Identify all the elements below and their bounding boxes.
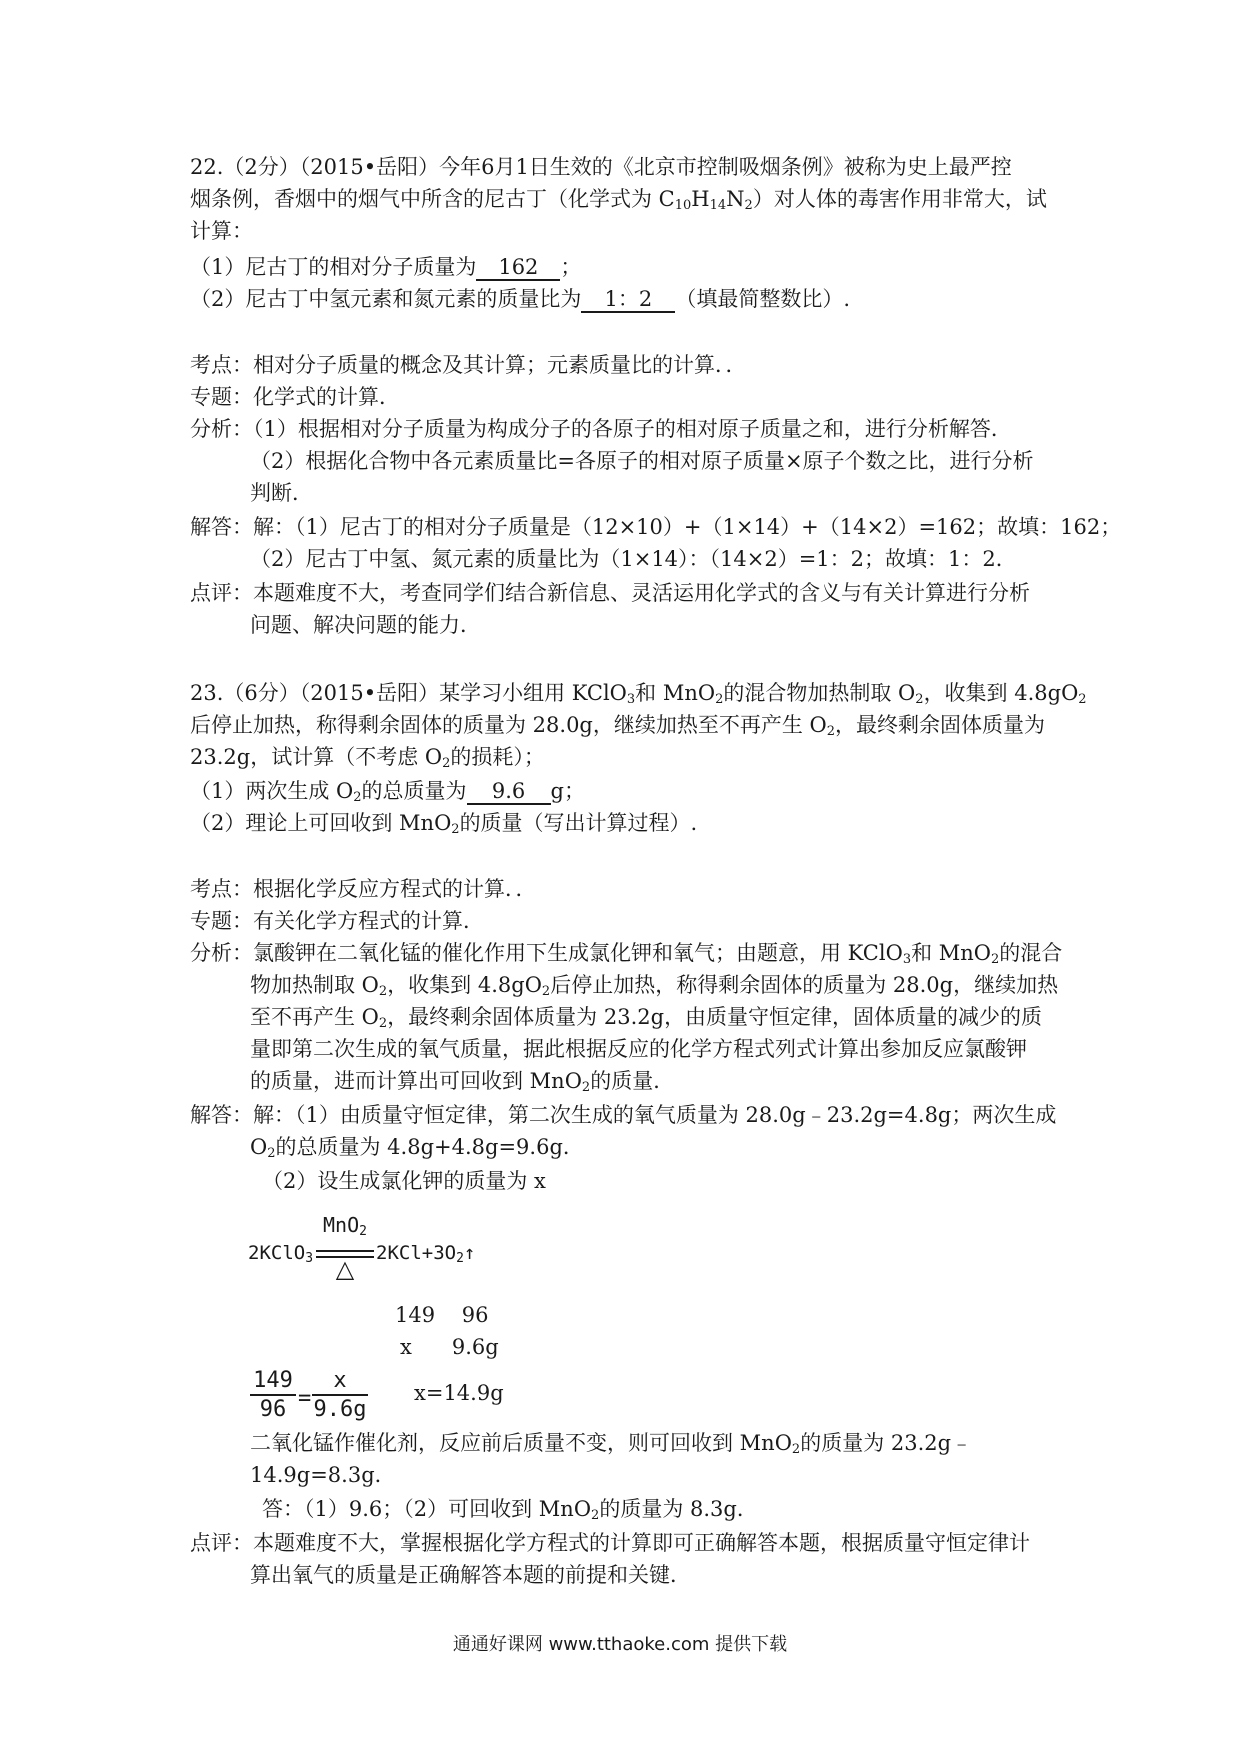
q23-fenxi-1: 分析：氯酸钾在二氧化锰的催化作用下生成氯化钾和氧气；由题意，用 KClO$_3$和 MnO$_2$的混合 [190,941,1063,967]
q23-fenxi-3: 至不再产生 $O_2$，最终剩余固体质量为 23.2g，由质量守恒定律，固体质量的减少的质 [250,1005,1043,1031]
q22-fenxi-3: 判断． [250,481,313,505]
q23-stem-line1: 23.（6分）（2015•岳阳）某学习小组用 KClO$_3$和 MnO$_2$的混合物加热制取 $O_2$，收集到 $4.8gO_2$ [190,681,1087,707]
q23-jieda-1: 解答：解：（1）由质量守恒定律，第二次生成的氧气质量为 28.0g﹣23.2g=4.8g；两次生成 [190,1103,1057,1127]
q22-part2: （2）尼古丁中氢元素和氮元素的质量比为 1：2 （填最简整数比）. [190,287,851,311]
heat-triangle-icon: △ [335,1255,355,1283]
q22-jieda-2: （2）尼古丁中氢、氮元素的质量比为（1×14）：（14×2）=1：2；故填：1：2． [250,547,1017,571]
q22-dianping-2: 问题、解决问题的能力． [250,613,481,637]
q22-answer2: 1：2 [581,287,675,313]
q22-jieda-1: 解答：解：（1）尼古丁的相对分子质量是（12×10）+（1×14）+（14×2）=162；故填：162； [190,515,1122,539]
q23-stem-line2: 后停止加热，称得剩余固体的质量为 28.0g，继续加热至不再产生 $O_2$，最终剩余固体质量为 [190,713,1046,739]
q22-dianping-1: 点评：本题难度不大，考查同学们结合新信息、灵活运用化学式的含义与有关计算进行分析 [190,581,1030,605]
equation-catalyst: MnO$_2$ [323,1213,367,1239]
q23-part1: （1）两次生成 $O_2$的总质量为 9.6 g； [190,779,585,805]
equation-reactant: 2KClO$_3$ [248,1242,314,1266]
q22-stem-line2: 烟条例，香烟中的烟气中所含的尼古丁（化学式为 $C_{10}H_{14}N_2$）对人体的毒害作用非常大，试 [190,187,1047,213]
x-result: x=14.9g [414,1381,504,1405]
q23-answer1: 9.6 [467,779,551,805]
ratio-row-1: 149 96 [395,1303,489,1327]
equation-products: $2KCl+3O_2↑$ [376,1242,476,1266]
q23-part2: （2）理论上可回收到 MnO$_2$的质量（写出计算过程）. [190,811,698,837]
q23-dianping-2: 算出氧气的质量是正确解答本题的前提和关键． [250,1563,691,1587]
q22-answer1: 162 [476,255,560,281]
ratio-row-2: x 9.6g [400,1335,499,1359]
q23-jieda-3: （2）设生成氯化钾的质量为 x [262,1169,546,1193]
q23-final-answer: 答：（1）9.6；（2）可回收到 MnO$_2$的质量为 8.3g． [262,1497,758,1523]
q22-fenxi-1: 分析：（1）根据相对分子质量为构成分子的各原子的相对原子质量之和，进行分析解答． [190,417,1012,441]
q23-stem-line3: 23.2g，试计算（不考虑 $O_2$的损耗）； [190,745,545,771]
q22-kaodian: 考点：相对分子质量的概念及其计算；元素质量比的计算．． [190,353,747,377]
q23-kaodian: 考点：根据化学反应方程式的计算．． [190,877,537,901]
fraction-x-9.6g [312,1368,368,1422]
fraction-denominator: 9.6g [313,1397,367,1422]
q22-zhuanti: 专题：化学式的计算． [190,385,400,409]
page-footer: 通通好课网 www.tthaoke.com 提供下载 [452,1634,788,1655]
proportion-equals: = [298,1386,312,1411]
q23-zhuanti: 专题：有关化学方程式的计算． [190,909,484,933]
q23-mno2-line-2: 14.9g=8.3g． [250,1463,396,1487]
q23-fenxi-5: 的质量，进而计算出可回收到 MnO$_2$的质量． [250,1069,675,1095]
q23-mno2-line-1: 二氧化锰作催化剂，反应前后质量不变，则可回收到 MnO$_2$的质量为 23.2g﹣ [250,1431,973,1457]
fraction-numerator: 149 [253,1368,293,1393]
q23-jieda-2: $O_2$的总质量为 4.8g+4.8g=9.6g． [250,1135,584,1161]
fraction-denominator: 96 [259,1397,287,1422]
fraction-149-96 [250,1368,296,1422]
q22-part1: （1）尼古丁的相对分子质量为 162 ； [190,255,582,279]
q23-fenxi-4: 量即第二次生成的氧气质量，据此根据反应的化学方程式列式计算出参加反应氯酸钾 [250,1037,1027,1061]
q22-stem-line1: 22.（2分）（2015•岳阳）今年6月1日生效的《北京市控制吸烟条例》被称为史上最严控 [190,155,1012,179]
chemical-equation [248,1210,528,1290]
q23-dianping-1: 点评：本题难度不大，掌握根据化学方程式的计算即可正确解答本题，根据质量守恒定律计 [190,1531,1030,1555]
q22-fenxi-2: （2）根据化合物中各元素质量比=各原子的相对原子质量×原子个数之比，进行分析 [250,449,1034,473]
q23-fenxi-2: 物加热制取 $O_2$，收集到 $4.8gO_2$后停止加热，称得剩余固体的质量为 28.0g，继续加热 [250,973,1059,999]
fraction-numerator: x [333,1368,347,1393]
q22-stem-line3: 计算： [190,219,253,243]
